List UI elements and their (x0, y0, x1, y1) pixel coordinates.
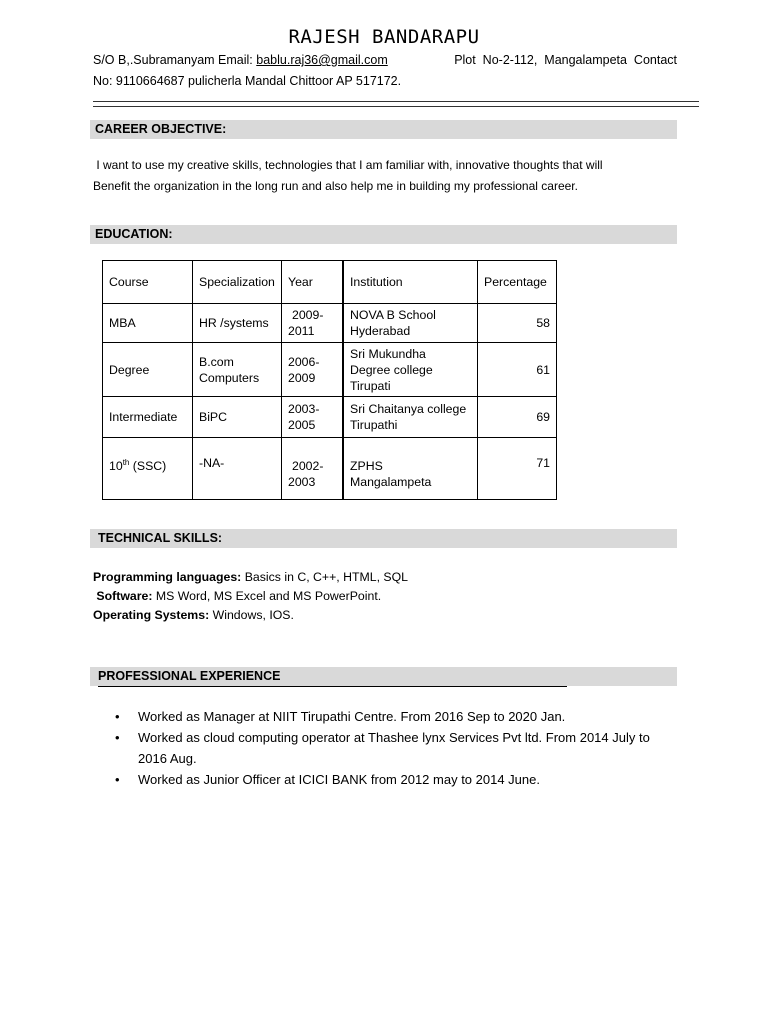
contact-info (93, 50, 677, 92)
column-header-institution: Institution (343, 261, 478, 304)
cell-year: 2009- 2011 (282, 304, 344, 343)
contact-line-1 (93, 50, 677, 71)
bullet-icon: • (115, 772, 120, 787)
cell-course: Intermediate (103, 397, 193, 438)
cell-specialization: HR /systems (193, 304, 282, 343)
skill-operating-systems: Operating Systems: Windows, IOS. (93, 608, 294, 622)
table-row (103, 343, 557, 397)
career-objective-heading: CAREER OBJECTIVE: (90, 120, 677, 139)
column-header-year: Year (282, 261, 344, 304)
cell-course: 10th (SSC) (103, 438, 193, 500)
career-objective-line-1: I want to use my creative skills, technologies that I am familiar with, innovative thoughts that will (93, 158, 603, 172)
cell-percentage: 61 (478, 343, 557, 397)
cell-course: Degree (103, 343, 193, 397)
bullet-icon: • (115, 730, 120, 745)
career-objective-line-2: Benefit the organization in the long run and also help me in building my professional career. (93, 179, 578, 193)
cell-specialization: BiPC (193, 397, 282, 438)
experience-list (110, 706, 670, 790)
cell-percentage: 69 (478, 397, 557, 438)
cell-year: 2002- 2003 (282, 438, 344, 500)
education-heading: EDUCATION: (90, 225, 677, 244)
cell-institution: Sri Mukundha Degree college Tirupati (343, 343, 478, 397)
technical-skills-heading: TECHNICAL SKILLS: (90, 529, 677, 548)
list-item: • Worked as Junior Officer at ICICI BANK from 2012 may to 2014 June. (110, 769, 670, 790)
education-table (102, 260, 557, 500)
cell-course: MBA (103, 304, 193, 343)
table-row (103, 304, 557, 343)
cell-institution: NOVA B School Hyderabad (343, 304, 478, 343)
table-row (103, 438, 557, 500)
bullet-icon: • (115, 709, 120, 724)
table-row (103, 397, 557, 438)
column-header-course: Course (103, 261, 193, 304)
list-item: • Worked as Manager at NIIT Tirupathi Centre. From 2016 Sep to 2020 Jan. (110, 706, 670, 727)
email-link[interactable]: bablu.raj36@gmail.com (256, 53, 388, 67)
list-item: • Worked as cloud computing operator at Thashee lynx Services Pvt ltd. From 2014 July to 2016 Aug. (110, 727, 670, 769)
cell-percentage: 71 (478, 438, 557, 500)
cell-year: 2003- 2005 (282, 397, 344, 438)
contact-prefix: S/O B,.Subramanyam Email: (93, 53, 257, 67)
cell-institution: ZPHS Mangalampeta (343, 438, 478, 500)
table-header-row (103, 261, 557, 304)
contact-line-2: No: 9110664687 pulicherla Mandal Chittoor AP 517172. (93, 74, 402, 88)
career-objective-text (93, 155, 683, 197)
header-divider-top (93, 101, 699, 102)
cell-specialization: -NA- (193, 438, 282, 500)
skill-programming: Programming languages: Basics in C, C++, HTML, SQL (93, 570, 409, 584)
header-divider-bottom (93, 106, 699, 107)
candidate-name: RAJESH BANDARAPU (288, 26, 480, 48)
skill-software: Software: MS Word, MS Excel and MS PowerPoint. (93, 589, 382, 603)
column-header-specialization: Specialization (193, 261, 282, 304)
contact-address: Plot No-2-112, Mangalampeta Contact (450, 53, 677, 67)
technical-skills-list (93, 568, 408, 625)
column-header-percentage: Percentage (478, 261, 557, 304)
cell-percentage: 58 (478, 304, 557, 343)
cell-specialization: B.com Computers (193, 343, 282, 397)
cell-year: 2006- 2009 (282, 343, 344, 397)
professional-experience-heading: PROFESSIONAL EXPERIENCE (90, 667, 677, 686)
cell-institution: Sri Chaitanya college Tirupathi (343, 397, 478, 438)
